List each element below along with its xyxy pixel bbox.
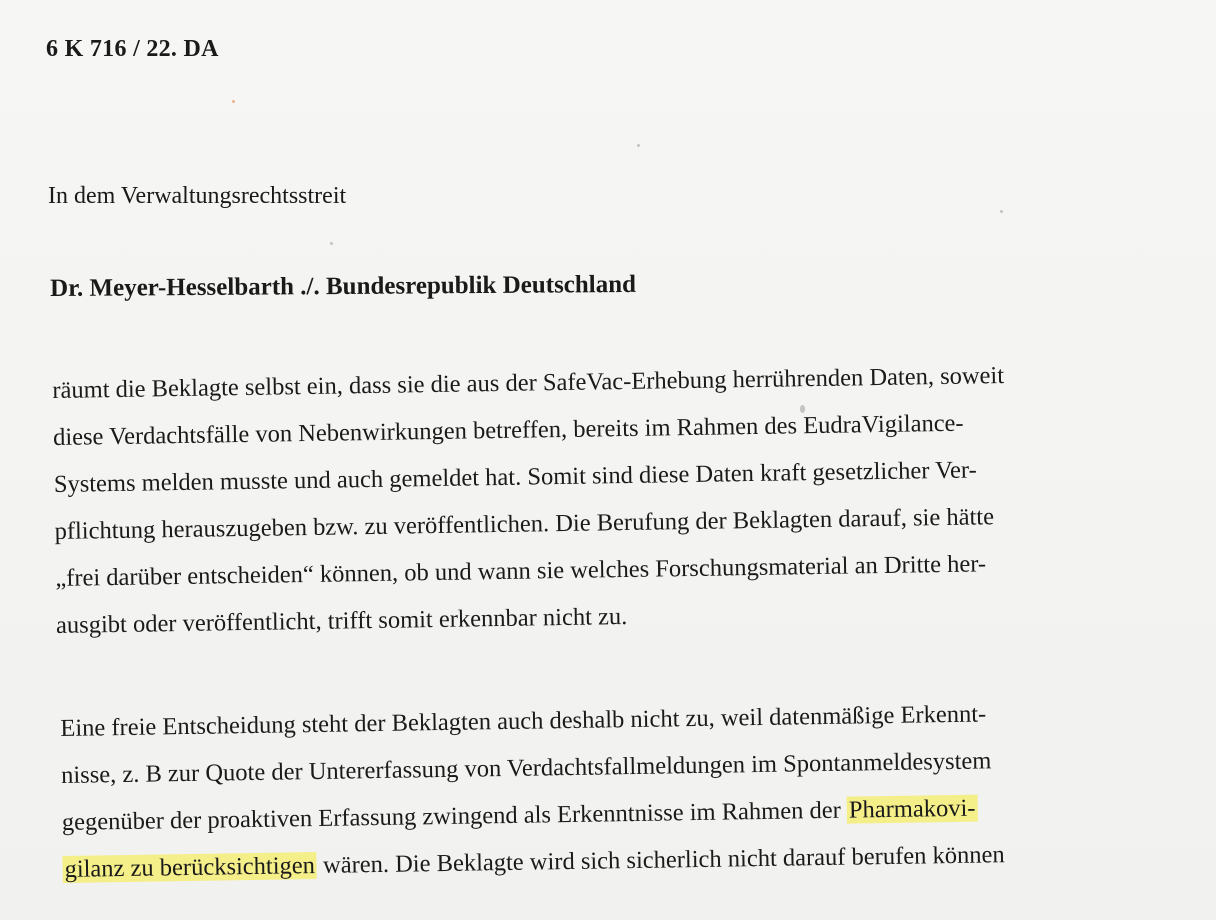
paper-speck (232, 100, 235, 103)
parties-heading: Dr. Meyer-Hesselbarth ./. Bundesrepublik Deutschland (50, 270, 637, 302)
paper-speck (1000, 210, 1003, 213)
paper-speck (330, 242, 333, 245)
text-segment: gegenüber der proaktiven Erfassung zwingend als Erkenntnisse im Rahmen der (61, 796, 848, 836)
case-number: 6 K 716 / 22. DA (46, 36, 219, 62)
intro-line: In dem Verwaltungsrechtsstreit (48, 183, 347, 209)
text-line: nisse, z. B zur Quote der Untererfassung von Verdachtsfallmeldungen im Spontanmeldesystem (60, 747, 992, 789)
text-line: Eine freie Entscheidung steht der Beklagten auch deshalb nicht zu, weil datenmäßige Erkennt- (60, 700, 987, 742)
text-line: räumt die Beklagte selbst ein, dass sie die aus der SafeVac-Erhebung herrührenden Daten, soweit (52, 362, 1005, 404)
highlighted-text: Pharmakovi- (848, 794, 976, 824)
text-line: Systems melden musste und auch gemeldet hat. Somit sind diese Daten kraft gesetzlicher Ver- (53, 456, 977, 498)
highlighted-text: gilanz zu berücksichtigen (64, 852, 316, 883)
text-line: ausgibt oder veröffentlicht, trifft somit erkennbar nicht zu. (55, 602, 628, 639)
text-line: diese Verdachtsfälle von Nebenwirkungen betreffen, bereits im Rahmen des EudraVigilance- (52, 409, 964, 451)
paragraph-2 (60, 687, 1203, 893)
text-line: pflichtung herauszugeben bzw. zu veröffentlichen. Die Berufung der Beklagten darauf, sie hätte (54, 503, 995, 545)
text-line: „frei darüber entscheiden“ können, ob und wann sie welches Forschungsmaterial an Dritte her- (55, 550, 987, 592)
paragraph-1 (52, 349, 1196, 649)
paper-speck (637, 144, 640, 147)
text-segment: wären. Die Beklagte wird sich sicherlich nicht darauf berufen können (316, 841, 1005, 879)
